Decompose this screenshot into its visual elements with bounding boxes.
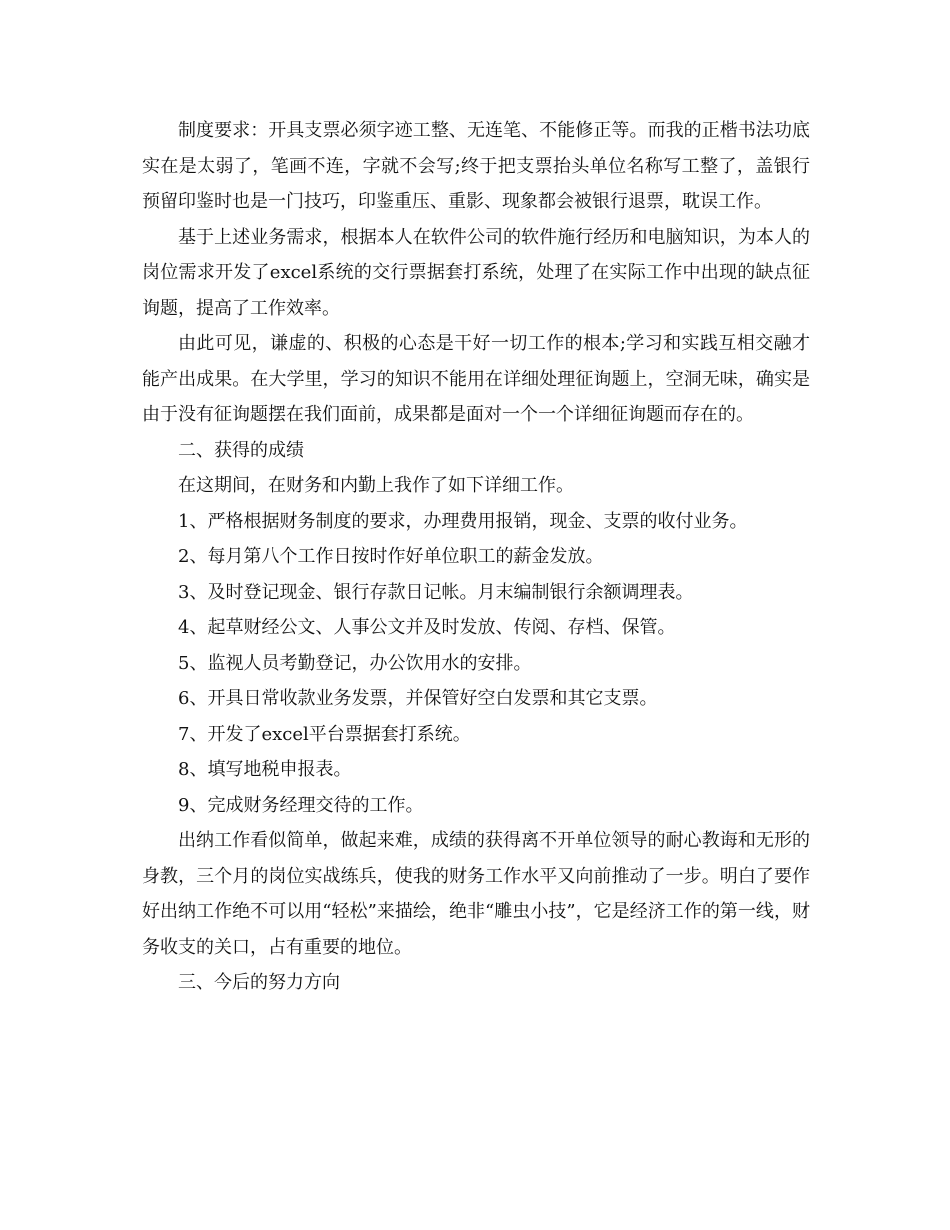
list-item: 8、填写地税申报表。 [178,759,352,780]
section-heading: 二、获得的成绩 [178,439,304,461]
list-item: 2、每月第八个工作日按时作好单位职工的薪金发放。 [178,546,604,567]
document-body [142,113,810,1001]
section-heading: 三、今后的努力方向 [178,972,340,993]
list-item: 9、完成财务经理交待的工作。 [178,794,424,816]
paragraph: 在这期间，在财务和内勤上我作了如下详细工作。 [178,475,574,496]
list-item: 7、开发了excel平台票据套打系统。 [178,723,471,745]
list-item: 1、严格根据财务制度的要求，办理费用报销，现金、支票的收付业务。 [178,510,748,532]
list-item: 5、监视人员考勤登记，办公饮用水的安排。 [178,652,532,674]
list-item: 4、起草财经公文、人事公文并及时发放、传阅、存档、保管。 [178,617,676,638]
list-item: 6、开具日常收款业务发票，并保管好空白发票和其它支票。 [178,688,658,709]
paragraph: 基于上述业务需求，根据本人在软件公司的软件施行经历和电脑知识，为本人的岗位需求开发了excel系统的交行票据套打系统，处理了在实际工作中出现的缺点征询题，提高了工作效率。 [142,226,810,319]
paragraph: 由此可见，谦虚的、积极的心态是干好一切工作的根本;学习和实践互相交融才能产出成果。在大学里，学习的知识不能用在详细处理征询题上，空洞无味，确实是由于没有征询题摆在我们面前，成果都是面对一个一个详细征询题而存在的。 [142,333,810,425]
list-item: 3、及时登记现金、银行存款日记帐。月末编制银行余额调理表。 [178,581,694,603]
paragraph: 制度要求：开具支票必须字迹工整、无连笔、不能修正等。而我的正楷书法功底实在是太弱了，笔画不连，字就不会写;终于把支票抬头单位名称写工整了，盖银行预留印鉴时也是一门技巧，印鉴重压、重影、现象都会被银行退票，耽误工作。 [142,120,810,212]
paragraph: 出纳工作看似简单，做起来难，成绩的获得离不开单位领导的耐心教诲和无形的身教，三个月的岗位实战练兵，使我的财务工作水平又向前推动了一步。明白了要作好出纳工作绝不可以用“轻松”来描绘，绝非“雕虫小技”，它是经济工作的第一线，财务收支的关口，占有重要的地位。 [142,830,810,958]
